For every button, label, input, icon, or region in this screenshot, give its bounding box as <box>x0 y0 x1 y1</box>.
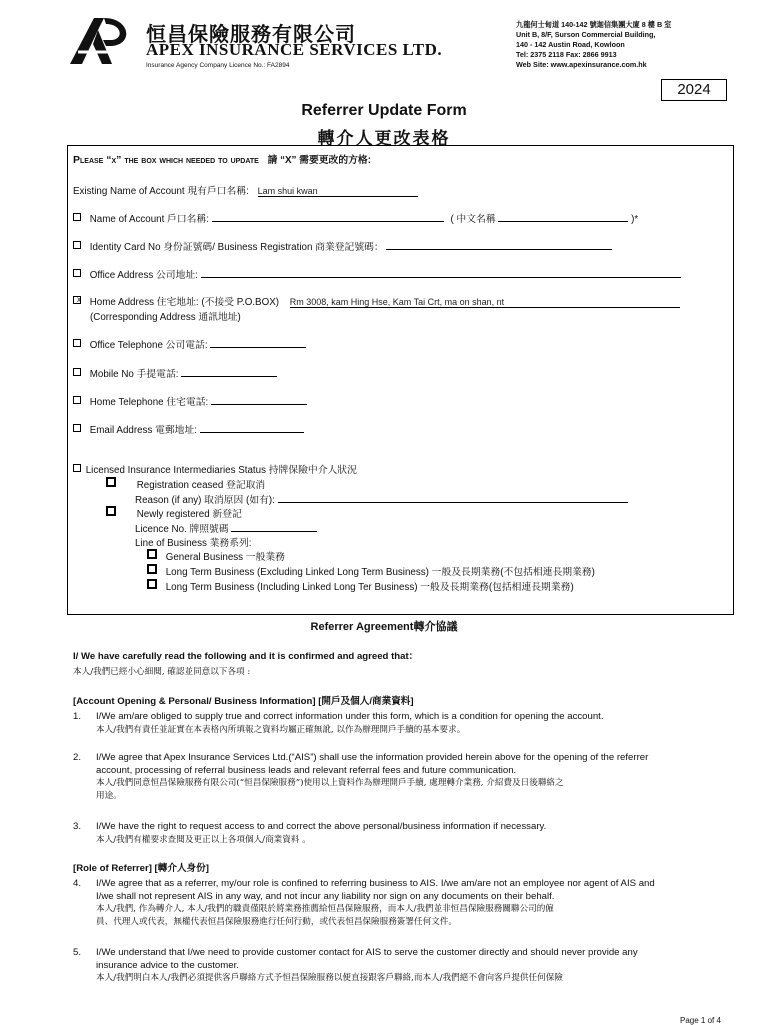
instruction <box>73 152 371 166</box>
home-tel-checkbox[interactable] <box>73 396 81 404</box>
clause-1-en: I/We am/are obliged to supply true and correct information under this form, which is a condition for opening the account. <box>96 711 604 722</box>
address-line: Web Site: www.apexinsurance.com.hk <box>516 60 647 69</box>
line-excl-checkbox[interactable] <box>147 564 157 574</box>
home-address-row <box>73 294 680 308</box>
page-number: Page 1 of 4 <box>680 1016 721 1025</box>
instruction-en: Please “x” the box which needed to update <box>73 154 259 166</box>
id-checkbox[interactable] <box>73 241 81 249</box>
name-label: Name of Account 戶口名稱: <box>89 214 209 225</box>
line-of-business-label: Line of Business 業務系列: <box>135 538 252 549</box>
office-tel-field[interactable] <box>210 339 306 348</box>
email-checkbox[interactable] <box>73 424 81 432</box>
home-tel-field[interactable] <box>211 396 307 405</box>
office-address-field[interactable] <box>201 269 681 278</box>
address-line: Tel: 2375 2118 Fax: 2866 9913 <box>516 50 617 59</box>
clause-4 <box>73 878 733 928</box>
clause-5-cn-1: 本人/我們明白本人/我們必須提供客戶聯絡方式予恒昌保險服務以便直接跟客戶聯絡,而本人/我們絕不會向客戶提供任何保險 <box>96 973 563 983</box>
office-address-checkbox[interactable] <box>73 269 81 277</box>
mobile-field[interactable] <box>181 368 277 377</box>
clause-3-en: I/We have the right to request access to and correct the above personal/business information if necessary. <box>96 821 547 832</box>
line-general-label: General Business 一般業務 <box>165 552 285 563</box>
address-line: Unit B, 8/F, Surson Commercial Building, <box>516 30 656 39</box>
form-frame-bottom <box>67 614 734 615</box>
line-incl-label: Long Term Business (Including Linked Long Ter Business) 一般及長期業務(包括相連長期業務) <box>165 582 574 593</box>
newly-label: Newly registered 新登記 <box>136 509 242 520</box>
office-address-label: Office Address 公司地址: <box>89 270 198 281</box>
year-box: 2024 <box>661 79 727 101</box>
clause-4-en-2: I/we shall not represent AIS in any way, and not incur any liability nor sign on any documents on their behalf. <box>96 890 555 902</box>
office-tel-row <box>73 337 306 351</box>
name-cn-label: ( 中文名稱 <box>450 214 496 225</box>
email-row <box>73 422 304 436</box>
clause-2-en-1: I/We agree that Apex Insurance Services Ltd.(“AIS”) shall use the information provided herein above for the opening of the referrer <box>96 752 649 763</box>
company-address <box>516 20 671 70</box>
ceased-checkbox[interactable] <box>106 477 116 487</box>
ceased-label: Registration ceased 登記取消 <box>136 480 266 491</box>
license-status-row <box>73 462 357 476</box>
line-incl-row <box>147 579 574 593</box>
line-general-row <box>147 549 285 563</box>
clause-2-cn-2: 用途。 <box>96 790 122 801</box>
line-excl-label: Long Term Business (Excluding Linked Long Term Business) 一般及長期業務(不包括相連長期業務) <box>165 567 595 578</box>
clause-number: 4. <box>73 878 82 889</box>
clause-number: 3. <box>73 821 82 832</box>
address-line: 九龍何士甸道 140-142 號迦信集團大廈 8 樓 B 室 <box>516 20 672 29</box>
license-status-checkbox[interactable] <box>73 464 81 472</box>
home-address-checkbox[interactable] <box>73 296 81 304</box>
company-name-cn: 恒昌保險服務有限公司 <box>146 24 356 46</box>
license-status-label: Licensed Insurance Intermediaries Status 持牌保險中介人狀況 <box>85 465 357 476</box>
agreement-intro-cn: 本人/我們已經小心細閱, 確認並同意以下各項 : <box>73 667 251 677</box>
agreement-intro-en: I/ We have carefully read the following and it is confirmed and agreed that： <box>73 651 419 662</box>
reason-field[interactable] <box>278 494 628 503</box>
id-label: Identity Card No 身份証號碼/ Business Registration 商業登記號碼： <box>89 242 384 253</box>
home-address-label: Home Address 住宅地址: (不接受 P.O.BOX) <box>89 297 280 308</box>
section-account-opening: [Account Opening & Personal/ Business Information] [開戶及個人/商業資料] <box>73 696 414 707</box>
name-checkbox[interactable] <box>73 213 81 221</box>
clause-1 <box>73 711 733 736</box>
name-cn-field[interactable] <box>498 213 628 222</box>
home-tel-row <box>73 394 307 408</box>
ceased-row <box>106 477 265 491</box>
name-cn-close: )* <box>631 214 639 225</box>
existing-name-field[interactable]: Lam shui kwan <box>258 186 418 197</box>
agreement-title: Referrer Agreement轉介協議 <box>310 621 458 633</box>
line-general-checkbox[interactable] <box>147 549 157 559</box>
newly-row <box>106 506 242 520</box>
instruction-cn: 請 “X” 需要更改的方格: <box>267 155 371 166</box>
clause-3 <box>73 821 733 846</box>
clause-2-en-2: account, processing of referral business leads and relevant referral fees and future communication. <box>96 764 517 776</box>
company-name-en: APEX INSURANCE SERVICES LTD. <box>146 40 443 59</box>
id-row <box>73 239 612 253</box>
clause-3-cn: 本人/我們有權要求查閱及更正以上各項個人/商業資料 。 <box>96 834 311 845</box>
form-title-cn: 轉介人更改表格 <box>317 129 451 149</box>
existing-name-row <box>73 183 418 197</box>
company-logo-icon <box>68 14 140 66</box>
reason-label: Reason (if any) 取消原因 (如有): <box>135 495 275 506</box>
clause-5-en-2: insurance advice to the customer. <box>96 959 239 971</box>
mobile-label: Mobile No 手提電話: <box>89 369 179 380</box>
email-field[interactable] <box>200 424 304 433</box>
address-line: 140 - 142 Austin Road, Kowloon <box>516 40 625 49</box>
corr-address-label: (Corresponding Address 通訊地址) <box>90 312 241 323</box>
line-incl-checkbox[interactable] <box>147 579 157 589</box>
name-field[interactable] <box>212 213 444 222</box>
licence-no-field[interactable] <box>231 523 317 532</box>
office-tel-checkbox[interactable] <box>73 339 81 347</box>
newly-checkbox[interactable] <box>106 506 116 516</box>
home-address-mark: x <box>77 295 81 304</box>
clause-4-en-1: I/We agree that as a referrer, my/our role is confined to referring business to AIS. I/we am/are not an employee nor agent of AIS and <box>96 878 655 889</box>
email-label: Email Address 電郵地址: <box>89 425 197 436</box>
clause-1-cn: 本人/我們有責任並証實在本表格內所填報之資料均屬正確無訛, 以作為辦理開戶手續的基本要求。 <box>96 724 466 735</box>
office-address-row <box>73 267 681 281</box>
clause-2 <box>73 752 733 802</box>
clause-number: 5. <box>73 947 82 958</box>
mobile-row <box>73 366 277 380</box>
office-tel-label: Office Telephone 公司電話: <box>89 340 208 351</box>
company-licence: Insurance Agency Company Licence No.: FA2894 <box>146 62 290 69</box>
clause-4-cn-1: 本人/我們, 作為轉介人, 本人/我們的職責僅限於將業務推薦給恒昌保險服務，而本人/我們並非恒昌保險服務關聯公司的僱 <box>96 904 554 914</box>
form-title-en: Referrer Update Form <box>301 102 467 119</box>
id-field[interactable] <box>386 241 612 250</box>
name-row <box>73 211 638 225</box>
existing-name-label: Existing Name of Account 現有戶口名稱: <box>73 186 249 197</box>
clause-4-cn-2: 員、代理人或代表，無權代表恒昌保險服務進行任何行動，或代表恒昌保險服務簽署任何文件。 <box>96 916 457 927</box>
line-excl-row <box>147 564 595 578</box>
clause-number: 2. <box>73 752 82 763</box>
clause-5-en-1: I/We understand that I/we need to provide customer contact for AIS to serve the customer directly and should never provide any <box>96 947 638 958</box>
licence-no-row <box>135 521 317 535</box>
mobile-checkbox[interactable] <box>73 368 81 376</box>
home-address-field[interactable]: Rm 3008, kam Hing Hse, Kam Tai Crt, ma on shan, nt <box>290 297 680 308</box>
clause-number: 1. <box>73 711 82 722</box>
licence-no-label: Licence No. 牌照號碼 <box>135 524 229 535</box>
clause-5 <box>73 947 733 985</box>
home-tel-label: Home Telephone 住宅電話: <box>89 397 209 408</box>
clause-2-cn-1: 本人/我們同意恒昌保險服務有限公司(“恒昌保險服務”)使用以上資料作為辦理開戶手續, 處理轉介業務, 介紹費及日後聯絡之 <box>96 778 564 788</box>
reason-row <box>135 492 628 506</box>
section-role-of-referrer: [Role of Referrer] [轉介人身份] <box>73 863 209 874</box>
